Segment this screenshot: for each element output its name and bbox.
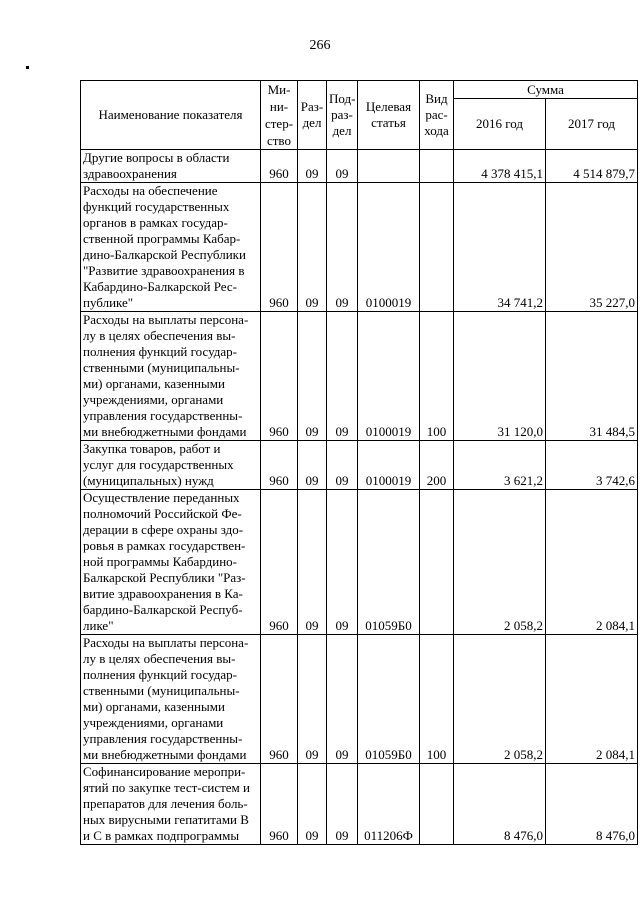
table-row [81,490,638,635]
header-name: Наименование показателя [81,81,261,150]
table-row [81,312,638,441]
header-year-2017: 2017 год [546,99,638,150]
row-name: Осуществление переданных полномочий Российской Фе- дерации в сфере охраны здо- ровья в рамках государствен- ной программы Кабардино- Балкарской Республики "Раз- витие здравоохранения в Ка- бардино-Балкарской Респуб- лике" [81,490,261,635]
row-expense-type: 100 [420,635,454,764]
row-target: 011206Ф [358,764,420,845]
row-target [358,150,420,183]
header-target: Целевая статья [358,81,420,150]
row-section: 09 [298,441,327,490]
budget-table [80,80,638,845]
row-expense-type [420,764,454,845]
row-sum-2016: 2 058,2 [454,490,546,635]
row-name: Закупка товаров, работ и услуг для государственных (муниципальных) нужд [81,441,261,490]
row-expense-type [420,490,454,635]
row-ministry: 960 [261,635,298,764]
row-sum-2016: 31 120,0 [454,312,546,441]
row-subsection: 09 [327,490,358,635]
table-header [81,81,638,150]
row-section: 09 [298,312,327,441]
row-sum-2017: 8 476,0 [546,764,638,845]
table-body [81,150,638,845]
row-section: 09 [298,183,327,312]
header-expense-type: Вид рас- хода [420,81,454,150]
row-sum-2017: 3 742,6 [546,441,638,490]
row-target: 0100019 [358,441,420,490]
row-target: 01059Б0 [358,635,420,764]
scan-dot [26,66,29,69]
row-subsection: 09 [327,183,358,312]
row-sum-2016: 8 476,0 [454,764,546,845]
row-sum-2016: 3 621,2 [454,441,546,490]
row-target: 0100019 [358,183,420,312]
row-name: Расходы на выплаты персона- лу в целях обеспечения вы- полнения функций государ- ственными (муниципальны- ми) органами, казенными учреждениями, органами управления государственны- ми внебюджетными фондами [81,635,261,764]
row-sum-2017: 2 084,1 [546,490,638,635]
row-sum-2017: 2 084,1 [546,635,638,764]
row-ministry: 960 [261,490,298,635]
row-sum-2017: 35 227,0 [546,183,638,312]
row-ministry: 960 [261,312,298,441]
row-sum-2016: 4 378 415,1 [454,150,546,183]
row-expense-type [420,183,454,312]
header-year-2016: 2016 год [454,99,546,150]
row-expense-type: 200 [420,441,454,490]
row-section: 09 [298,635,327,764]
row-name: Софинансирование меропри- ятий по закупке тест-систем и препаратов для лечения боль- ных вирусными гепатитами В и С в рамках подпрограммы [81,764,261,845]
row-sum-2017: 4 514 879,7 [546,150,638,183]
row-section: 09 [298,490,327,635]
table-row [81,183,638,312]
row-target: 01059Б0 [358,490,420,635]
row-expense-type [420,150,454,183]
row-subsection: 09 [327,150,358,183]
row-subsection: 09 [327,441,358,490]
header-subsection: Под- раз- дел [327,81,358,150]
page-number: 266 [309,38,331,53]
row-target: 0100019 [358,312,420,441]
row-subsection: 09 [327,764,358,845]
header-sum: Сумма [454,81,638,99]
row-ministry: 960 [261,183,298,312]
row-name: Расходы на выплаты персона- лу в целях обеспечения вы- полнения функций государ- ственными (муниципальны- ми) органами, казенными учреждениями, органами управления государственны- ми внебюджетными фондами [81,312,261,441]
row-sum-2016: 34 741,2 [454,183,546,312]
row-name: Расходы на обеспечение функций государственных органов в рамках государ- ственной программы Кабар- дино-Балкарской Республики "Развитие здравоохранения в Кабардино-Балкарской Рес- публике" [81,183,261,312]
row-sum-2016: 2 058,2 [454,635,546,764]
row-ministry: 960 [261,764,298,845]
row-sum-2017: 31 484,5 [546,312,638,441]
row-name: Другие вопросы в области здравоохранения [81,150,261,183]
table-row [81,441,638,490]
row-section: 09 [298,764,327,845]
row-expense-type: 100 [420,312,454,441]
table-row [81,764,638,845]
table-row [81,635,638,764]
header-section: Раз- дел [298,81,327,150]
header-ministry: Ми- ни- стер- ство [261,81,298,150]
table-row [81,150,638,183]
row-ministry: 960 [261,441,298,490]
row-ministry: 960 [261,150,298,183]
row-subsection: 09 [327,635,358,764]
row-subsection: 09 [327,312,358,441]
row-section: 09 [298,150,327,183]
